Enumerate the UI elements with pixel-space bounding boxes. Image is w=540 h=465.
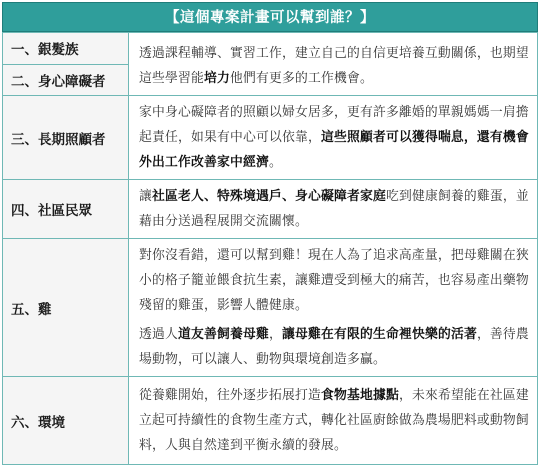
table-title: 【這個專案計畫可以幫到誰？】 (2, 2, 538, 32)
paragraph (139, 243, 529, 318)
content-caregivers (129, 96, 538, 180)
body-text: 吃到健康飼養的雞蛋，並藉由分送過程展開交流關懷。 (139, 189, 529, 229)
body-text: ，未來希望能在社區建立起可持續性的食物生產方式，轉化社區廚餘做為農場肥料或動物飼料，人與自然達到平衡永續的發展。 (139, 388, 529, 453)
emphasis-text: 道友善飼養母雞 (178, 327, 269, 342)
content-chickens (129, 239, 538, 377)
emphasis-text: 培力 (203, 71, 230, 86)
content-environment (129, 377, 538, 465)
beneficiary-grid (2, 32, 538, 465)
body-text: 讓 (139, 189, 152, 204)
label-environment: 六、環境 (3, 377, 129, 465)
paragraph (139, 322, 529, 372)
label-chickens: 五、雞 (3, 239, 129, 377)
emphasis-text: 食物基地據點 (320, 388, 399, 403)
body-text: 從養雞開始，往外逐步拓展打造 (139, 388, 321, 403)
label-caregivers: 三、長期照顧者 (3, 96, 129, 180)
label-community: 四、社區民眾 (3, 180, 129, 239)
content-seniors-disabled (129, 33, 538, 96)
emphasis-text: 這些照顧者可以獲得喘息，還有機會外出工作改善家中經濟 (139, 130, 529, 170)
body-text: 家中身心礙障者的照顧以婦女居多，更有許多離婚的單親媽媽一肩擔起責任，如果有中心可以依靠， (139, 105, 529, 145)
label-disabled: 二、身心障礙者 (3, 64, 129, 96)
body-text: 透過課程輔導、實習工作，建立自己的自信更培養互動關係，也期望這些學習能 (139, 46, 529, 86)
content-community (129, 180, 538, 239)
body-text: ，善待農場動物，可以讓人、動物與環境創造多贏。 (139, 327, 529, 367)
body-text: 對你沒看錯，還可以幫到雞！現在人為了追求高產量，把母雞關在狹小的格子籠並餵食抗生素，讓雞遭受到極大的痛苦，也容易產出藥物殘留的雞蛋，影響人體健康。 (139, 248, 529, 313)
label-seniors: 一、銀髮族 (3, 33, 129, 65)
body-text: 。 (268, 155, 282, 170)
emphasis-text: 社區老人、特殊境遇戶、身心礙障者家庭 (152, 189, 386, 204)
body-text: ， (268, 327, 282, 342)
emphasis-text: 讓母雞在有限的生命裡快樂的活著 (281, 327, 477, 342)
body-text: 他們有更多的工作機會。 (229, 71, 373, 86)
body-text: 透過人 (139, 327, 178, 342)
